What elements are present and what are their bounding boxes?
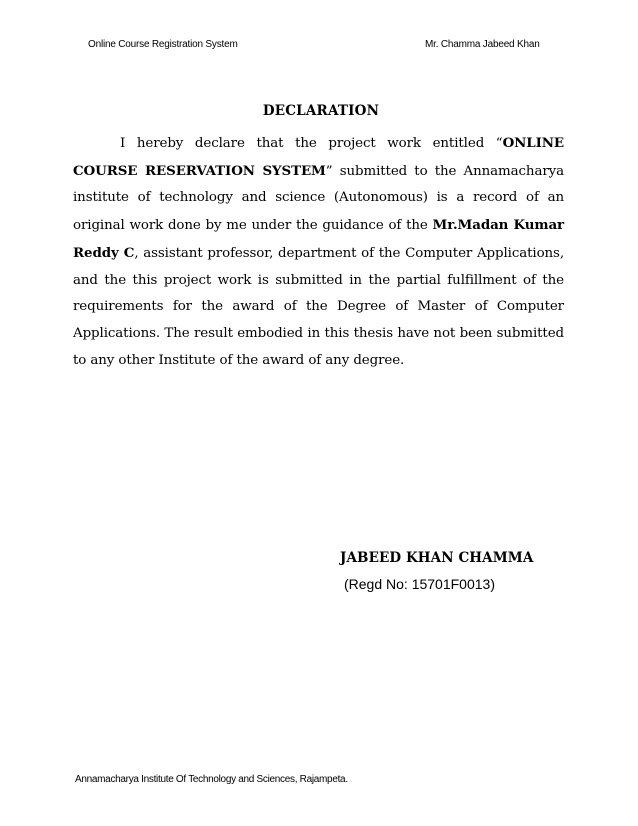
guide-name-text: Mr.Madan Kumar Reddy C [73, 217, 565, 261]
header-author-name: Mr. Chamma Jabeed Khan [425, 39, 540, 50]
signatory-name: JABEED KHAN CHAMMA [340, 550, 534, 566]
header-project-title: Online Course Registration System [88, 39, 238, 50]
paragraph-part-1: I hereby declare that the project work entitled “ [120, 136, 503, 151]
running-header [0, 39, 638, 55]
paragraph-part-2: ” submitted to the Annamacharya institute of technology and science (Autonomous) is a record of an original work done by me under the guidance of the [73, 163, 564, 234]
registration-number: (Regd No: 15701F0013) [344, 576, 495, 592]
paragraph-part-3: , assistant professor, department of the Computer Applications, and the this project work is submitted in the partial fulfillment of the requirements for the award of the Degree of Master of Computer Applications. The result embodied in this thesis have not been submitted to any other Institute of the award of any degree. [73, 245, 564, 368]
running-footer: Annamacharya Institute Of Technology and Sciences, Rajampeta. [75, 774, 348, 785]
declaration-paragraph [73, 130, 564, 374]
signature-block [340, 545, 533, 597]
project-title-text: ONLINE COURSE RESERVATION SYSTEM [73, 135, 564, 179]
declaration-heading: DECLARATION [262, 103, 380, 119]
